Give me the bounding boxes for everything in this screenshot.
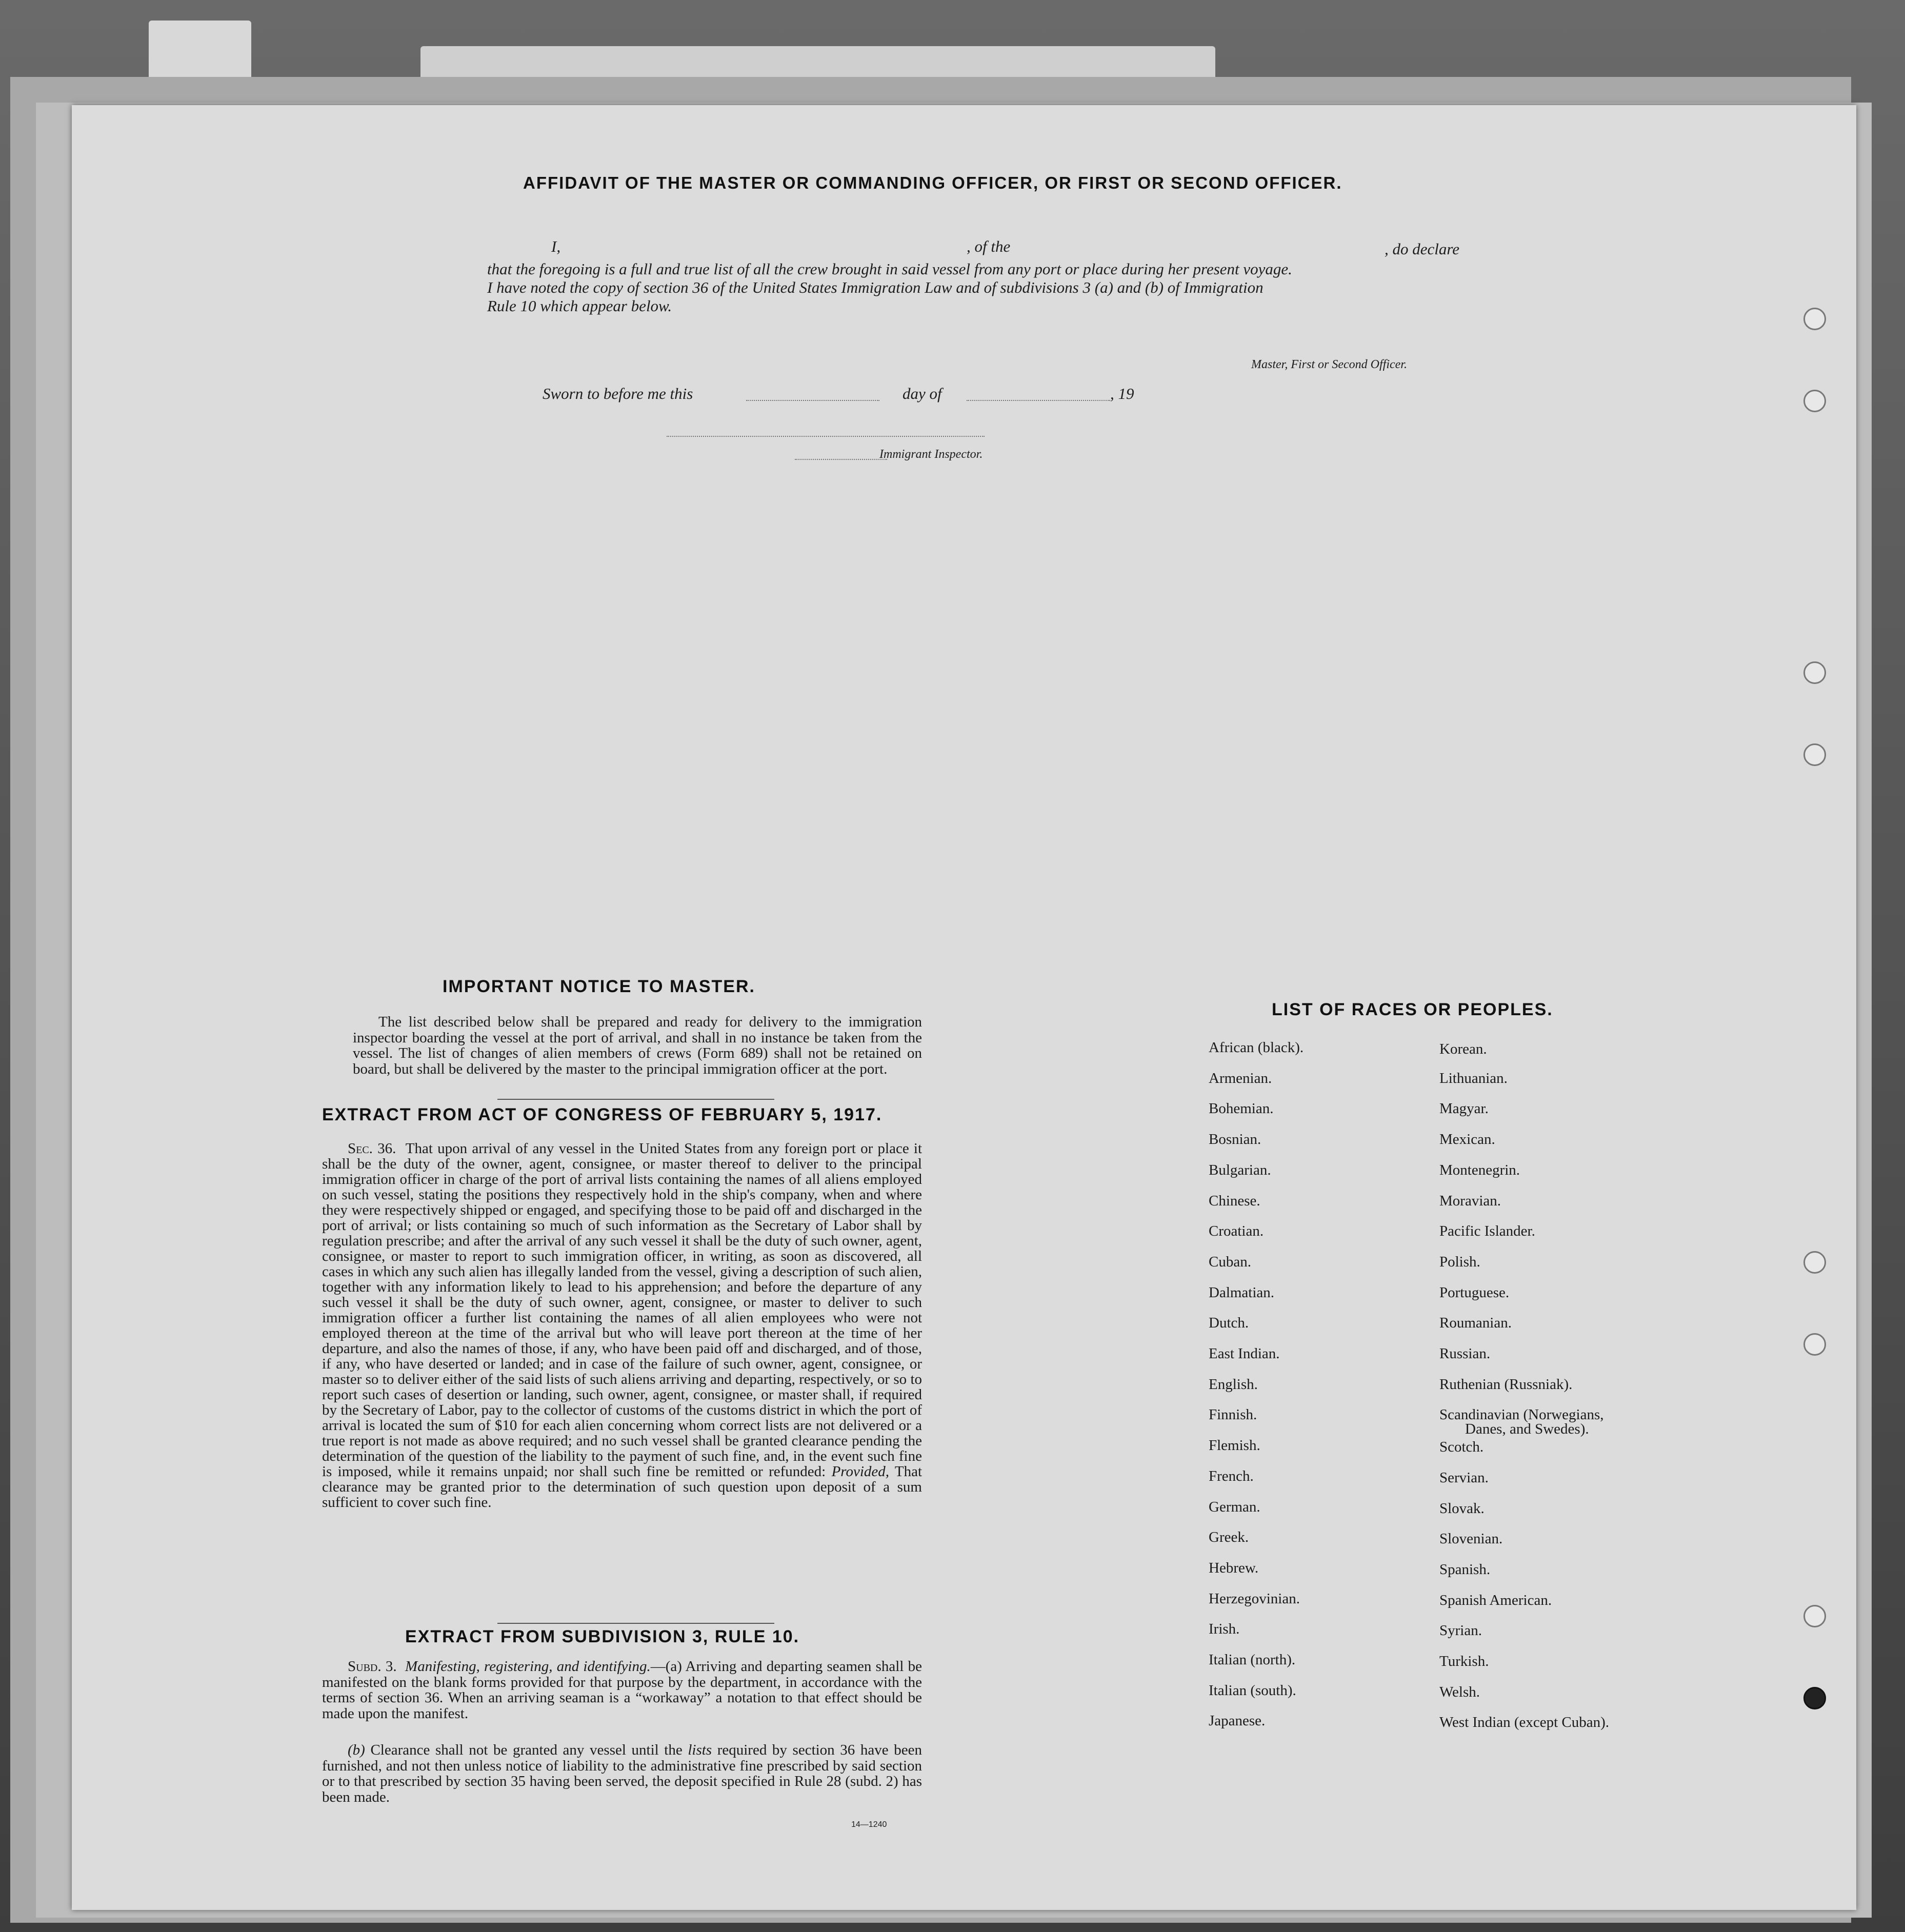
race-item: Dutch. <box>1209 1315 1249 1332</box>
races-title: LIST OF RACES OR PEOPLES. <box>1272 1000 1553 1019</box>
race-item: Italian (south). <box>1209 1682 1296 1699</box>
form-number: 14—1240 <box>851 1820 887 1829</box>
binder-hole <box>1803 390 1826 412</box>
race-scandinavian-cont: Danes, and Swedes). <box>1465 1421 1589 1437</box>
sec-body: That upon arrival of any vessel in the United States from any foreign port or place it shall be the duty of the owner, agent, consignee, or master thereof to deliver to the principal immigration officer in charge of the port of arrival lists containing the names of all aliens employed on such vessel, stating the positions they respectively hold in the ship's company, when and where they were respectively shipped or engaged, and specifying those to be paid off and discharged in the port of arrival; or lists containing so much of such information as the Secretary of Labor shall by regulation prescribe; and after the arrival of any such vessel it shall be the duty of such owner, agent, consignee, or master to report to such immigration officer, in writing, as soon as discovered, all cases in which any such alien has illegally landed from the vessel, giving a description of such alien, together with any information likely to lead to his apprehension; and before the departure of any such vessel it shall be the duty of such owner, agent, consignee, or master to deliver to such immigration officer a further list containing the names of all alien employees who were not employed thereon at the time of the arrival but who will leave port thereon at the time of her departure, and also the names of those, if any, who have been paid off and discharged, and of those, if any, who have deserted or landed; and in case of the failure of such owner, agent, consignee, or master so to deliver either of the said lists of such aliens arriving and departing, respectively, or so to report such cases of desertion or landing, such owner, agent, consignee, or master shall, if required by the Secretary of Labor, pay to the collector of customs of the customs district in which the port of arrival is located the sum of $10 for each alien concerning whom correct lists are not delivered or a true report is not made as above required; and no such vessel shall be granted clearance pending the determination of the question of the liability to the payment of such fine, and, in the event such fine is imposed, while it remains unpaid; nor shall such fine be remitted or refunded: <box>322 1140 923 1480</box>
day-of-label: day of <box>903 385 942 402</box>
race-item: Polish. <box>1439 1253 1480 1270</box>
race-item: Ruthenian (Russniak). <box>1439 1376 1573 1393</box>
race-item: Scotch. <box>1439 1439 1484 1456</box>
race-item: Korean. <box>1439 1041 1487 1057</box>
b-body-1: Clearance shall not be granted any vessel until the <box>370 1742 683 1758</box>
sworn-month-line <box>967 400 1110 401</box>
race-item: Dalmatian. <box>1209 1284 1275 1301</box>
affidavit-line-2: that the foregoing is a full and true list of all the crew brought in said vessel from any port or place during her present voyage. <box>487 260 1292 278</box>
inspector-caption: Immigrant Inspector. <box>879 448 983 461</box>
race-item: French. <box>1209 1467 1254 1484</box>
race-item: Turkish. <box>1439 1653 1489 1669</box>
race-item: African (black). <box>1209 1039 1304 1056</box>
extract-act-title: EXTRACT FROM ACT OF CONGRESS OF FEBRUARY 5, 1917. <box>322 1105 883 1124</box>
race-item: Russian. <box>1439 1345 1491 1362</box>
b-lists: lists <box>688 1742 712 1758</box>
sec-label: Sec. 36. <box>348 1140 396 1157</box>
subd-body: —(a) Arriving and departing seamen shall be manifested on the blank forms provided for that purpose by the department, in accordance with the terms of section 36. When an arriving seaman is a “workaway” a notation to that effect should be made upon the manifest. <box>322 1658 922 1722</box>
race-item: Bosnian. <box>1209 1131 1261 1148</box>
race-item: Magyar. <box>1439 1100 1489 1117</box>
inspector-signature-line <box>667 436 985 437</box>
extract-rule-b <box>322 1742 922 1805</box>
race-item: Roumanian. <box>1439 1315 1512 1332</box>
race-item: English. <box>1209 1376 1258 1393</box>
race-item: Servian. <box>1439 1469 1489 1486</box>
notice-body: The list described below shall be prepared and ready for delivery to the immigration inspector boarding the vessel at the port of arrival, and shall in no instance be taken from the vessel. The list of changes of alien members of crews (Form 689) shall not be retained on board, but shall be delivered by the master to the principal immigration officer at the port. <box>353 1014 922 1077</box>
sworn-label: Sworn to before me this <box>543 385 693 402</box>
race-item: Spanish. <box>1439 1561 1491 1578</box>
race-item: Slovak. <box>1439 1500 1485 1517</box>
binder-hole <box>1803 308 1826 330</box>
race-item: East Indian. <box>1209 1345 1280 1362</box>
binder-hole <box>1803 1251 1826 1274</box>
provided-word: Provided, <box>831 1463 890 1480</box>
b-body-2: required by section 36 have been furnished, and not then unless notice of liability to the administrative fine prescribed by said section or to that prescribed by section 35 having been served, the deposit specified in Rule 28 (subd. 2) has been made. <box>322 1742 922 1805</box>
race-item: Flemish. <box>1209 1437 1260 1454</box>
notice-title: IMPORTANT NOTICE TO MASTER. <box>443 977 755 996</box>
race-item: German. <box>1209 1498 1260 1515</box>
binder-hole <box>1803 743 1826 766</box>
binder-hole <box>1803 1687 1826 1709</box>
binder-hole <box>1803 1333 1826 1356</box>
extract-divider <box>497 1623 774 1624</box>
race-item: Japanese. <box>1209 1713 1266 1729</box>
race-item: Scandinavian (Norwegians, <box>1439 1406 1604 1423</box>
affidavit-line-3: I have noted the copy of section 36 of the United States Immigration Law and of subdivisions 3 (a) and (b) of Immigration <box>487 278 1264 296</box>
sworn-day-line <box>746 400 879 401</box>
affidavit-i-label: I, <box>551 237 561 255</box>
race-item: Cuban. <box>1209 1253 1251 1270</box>
subd-label: Subd. 3. <box>348 1658 397 1675</box>
race-item: Chinese. <box>1209 1192 1260 1209</box>
affidavit-page <box>72 105 1856 1910</box>
binder-hole <box>1803 661 1826 684</box>
inspector-signature-line-2 <box>795 459 887 460</box>
race-item: Croatian. <box>1209 1223 1264 1240</box>
affidavit-line-4: Rule 10 which appear below. <box>487 297 672 315</box>
race-item: Hebrew. <box>1209 1559 1259 1576</box>
race-item: Welsh. <box>1439 1683 1480 1700</box>
race-item: Finnish. <box>1209 1406 1257 1423</box>
bleed-through <box>328 172 336 206</box>
extract-rule-subd <box>322 1659 922 1721</box>
race-item: Montenegrin. <box>1439 1161 1520 1178</box>
b-label: (b) <box>348 1742 365 1758</box>
affidavit-do-declare: , do declare <box>1385 240 1460 258</box>
race-item: Bulgarian. <box>1209 1161 1271 1178</box>
race-item: Syrian. <box>1439 1622 1482 1639</box>
race-item: Bohemian. <box>1209 1100 1274 1117</box>
subd-italic: Manifesting, registering, and identifying. <box>405 1658 651 1675</box>
race-item: Portuguese. <box>1439 1284 1510 1301</box>
race-item: Spanish American. <box>1439 1592 1552 1608</box>
race-item: Moravian. <box>1439 1192 1501 1209</box>
extract-rule-title: EXTRACT FROM SUBDIVISION 3, RULE 10. <box>405 1627 800 1646</box>
binder-hole <box>1803 1605 1826 1627</box>
race-item: Slovenian. <box>1439 1531 1503 1547</box>
affidavit-title: AFFIDAVIT OF THE MASTER OR COMMANDING OFFICER, OR FIRST OR SECOND OFFICER. <box>523 173 1342 192</box>
extract-act-body <box>322 1141 922 1510</box>
race-item: Greek. <box>1209 1529 1249 1546</box>
sec-body-end: That clearance may be granted prior to the determination of such question upon deposit of a sum sufficient to cover such fine. <box>322 1463 923 1511</box>
race-item: West Indian (except Cuban). <box>1439 1714 1610 1731</box>
race-item: Mexican. <box>1439 1131 1495 1148</box>
race-item: Italian (north). <box>1209 1652 1296 1668</box>
race-item: Lithuanian. <box>1439 1070 1508 1086</box>
year-label: , 19 <box>1110 385 1134 402</box>
affidavit-of-the: , of the <box>967 237 1011 255</box>
race-item: Armenian. <box>1209 1070 1272 1086</box>
race-item: Irish. <box>1209 1621 1240 1638</box>
race-item: Pacific Islander. <box>1439 1223 1535 1240</box>
master-signature-caption: Master, First or Second Officer. <box>1251 358 1407 371</box>
notice-divider <box>497 1099 774 1100</box>
race-item: Herzegovinian. <box>1209 1590 1300 1607</box>
